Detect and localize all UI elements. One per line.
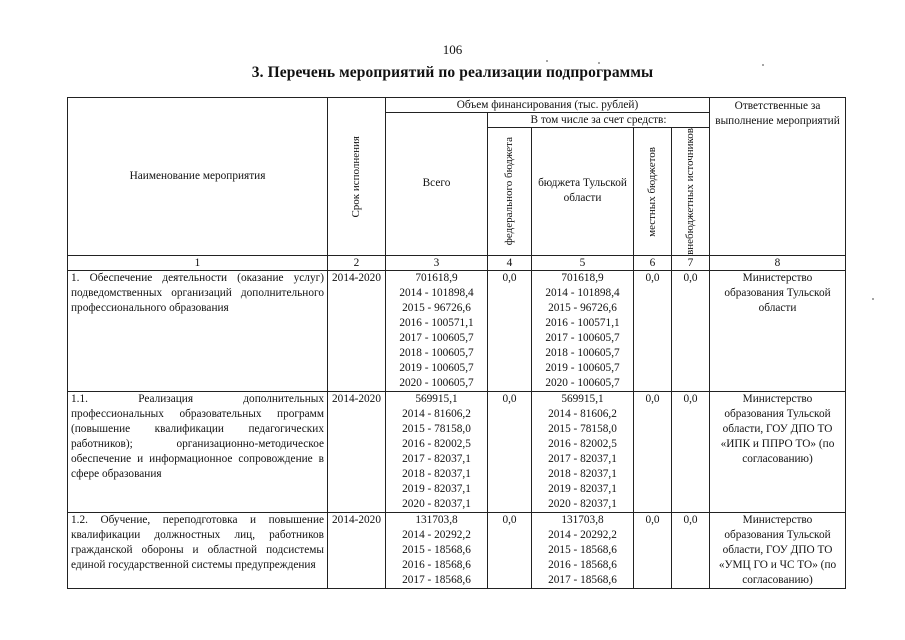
- funding-local: 0,0: [634, 391, 672, 512]
- funding-total: 701618,9 2014 - 101898,4 2015 - 96726,6 2016 - 100571,1 2017 - 100605,7 2018 - 100605,7 2019 - 100605,7 2020 - 100605,7: [386, 270, 488, 391]
- document-title: 3. Перечень мероприятий по реализации подпрограммы: [251, 64, 654, 81]
- page-number: 106: [442, 42, 463, 57]
- column-number: 8: [710, 255, 846, 270]
- funding-extra: 0,0: [672, 391, 710, 512]
- column-number-row: [68, 255, 846, 270]
- funding-federal: 0,0: [488, 512, 532, 588]
- scan-speck: [872, 298, 874, 300]
- scan-speck: [546, 60, 548, 62]
- table-row: [68, 391, 846, 512]
- header-federal: федерального бюджета: [488, 128, 532, 256]
- responsible: Министерство образования Тульской области, ГОУ ДПО ТО «УМЦ ГО и ЧС ТО» (по согласованию): [710, 512, 846, 588]
- header-responsible: Ответственные за выполнение мероприятий: [710, 98, 846, 256]
- column-number: 5: [532, 255, 634, 270]
- funding-federal: 0,0: [488, 391, 532, 512]
- column-number: 3: [386, 255, 488, 270]
- column-number: 7: [672, 255, 710, 270]
- header-local: местных бюджетов: [634, 128, 672, 256]
- header-name: Наименование мероприятия: [68, 98, 328, 256]
- funding-local: 0,0: [634, 512, 672, 588]
- table-row: [68, 270, 846, 391]
- funding-local: 0,0: [634, 270, 672, 391]
- measure-term: 2014-2020: [328, 391, 386, 512]
- header-regional: бюджета Тульской области: [532, 128, 634, 256]
- scan-speck: [598, 62, 600, 64]
- responsible: Министерство образования Тульской области, ГОУ ДПО ТО «ИПК и ППРО ТО» (по согласованию): [710, 391, 846, 512]
- column-number: 1: [68, 255, 328, 270]
- header-funding: Объем финансирования (тыс. рублей): [386, 98, 710, 113]
- measure-name: 1. Обеспечение деятельности (оказание услуг) подведомственных организаций дополнительного профессионального образования: [68, 270, 328, 391]
- measures-table: [67, 97, 846, 589]
- funding-regional: 701618,9 2014 - 101898,4 2015 - 96726,6 2016 - 100571,1 2017 - 100605,7 2018 - 100605,7 2019 - 100605,7 2020 - 100605,7: [532, 270, 634, 391]
- header-term: Срок исполнения: [328, 98, 386, 256]
- header-extra: внебюджетных источников: [672, 128, 710, 256]
- measure-term: 2014-2020: [328, 512, 386, 588]
- measure-name: 1.2. Обучение, переподготовка и повышение квалификации должностных лиц, работников гражданской обороны и областной подсистемы единой государственной системы предупреждения: [68, 512, 328, 588]
- funding-extra: 0,0: [672, 270, 710, 391]
- header-sources: В том числе за счет средств:: [488, 113, 710, 128]
- funding-extra: 0,0: [672, 512, 710, 588]
- funding-total: 569915,1 2014 - 81606,2 2015 - 78158,0 2016 - 82002,5 2017 - 82037,1 2018 - 82037,1 2019 - 82037,1 2020 - 82037,1: [386, 391, 488, 512]
- scan-speck: [762, 64, 764, 66]
- header-total: Всего: [386, 113, 488, 256]
- funding-federal: 0,0: [488, 270, 532, 391]
- column-number: 4: [488, 255, 532, 270]
- measure-term: 2014-2020: [328, 270, 386, 391]
- column-number: 6: [634, 255, 672, 270]
- column-number: 2: [328, 255, 386, 270]
- funding-total: 131703,8 2014 - 20292,2 2015 - 18568,6 2016 - 18568,6 2017 - 18568,6: [386, 512, 488, 588]
- funding-regional: 569915,1 2014 - 81606,2 2015 - 78158,0 2016 - 82002,5 2017 - 82037,1 2018 - 82037,1 2019 - 82037,1 2020 - 82037,1: [532, 391, 634, 512]
- measure-name: 1.1. Реализация дополнительных профессиональных образовательных программ (повышение квалификации педагогических работников); организационно-методическое обеспечение и информационное сопровождение в сфере образования: [68, 391, 328, 512]
- table-row: [68, 512, 846, 588]
- funding-regional: 131703,8 2014 - 20292,2 2015 - 18568,6 2016 - 18568,6 2017 - 18568,6: [532, 512, 634, 588]
- responsible: Министерство образования Тульской области: [710, 270, 846, 391]
